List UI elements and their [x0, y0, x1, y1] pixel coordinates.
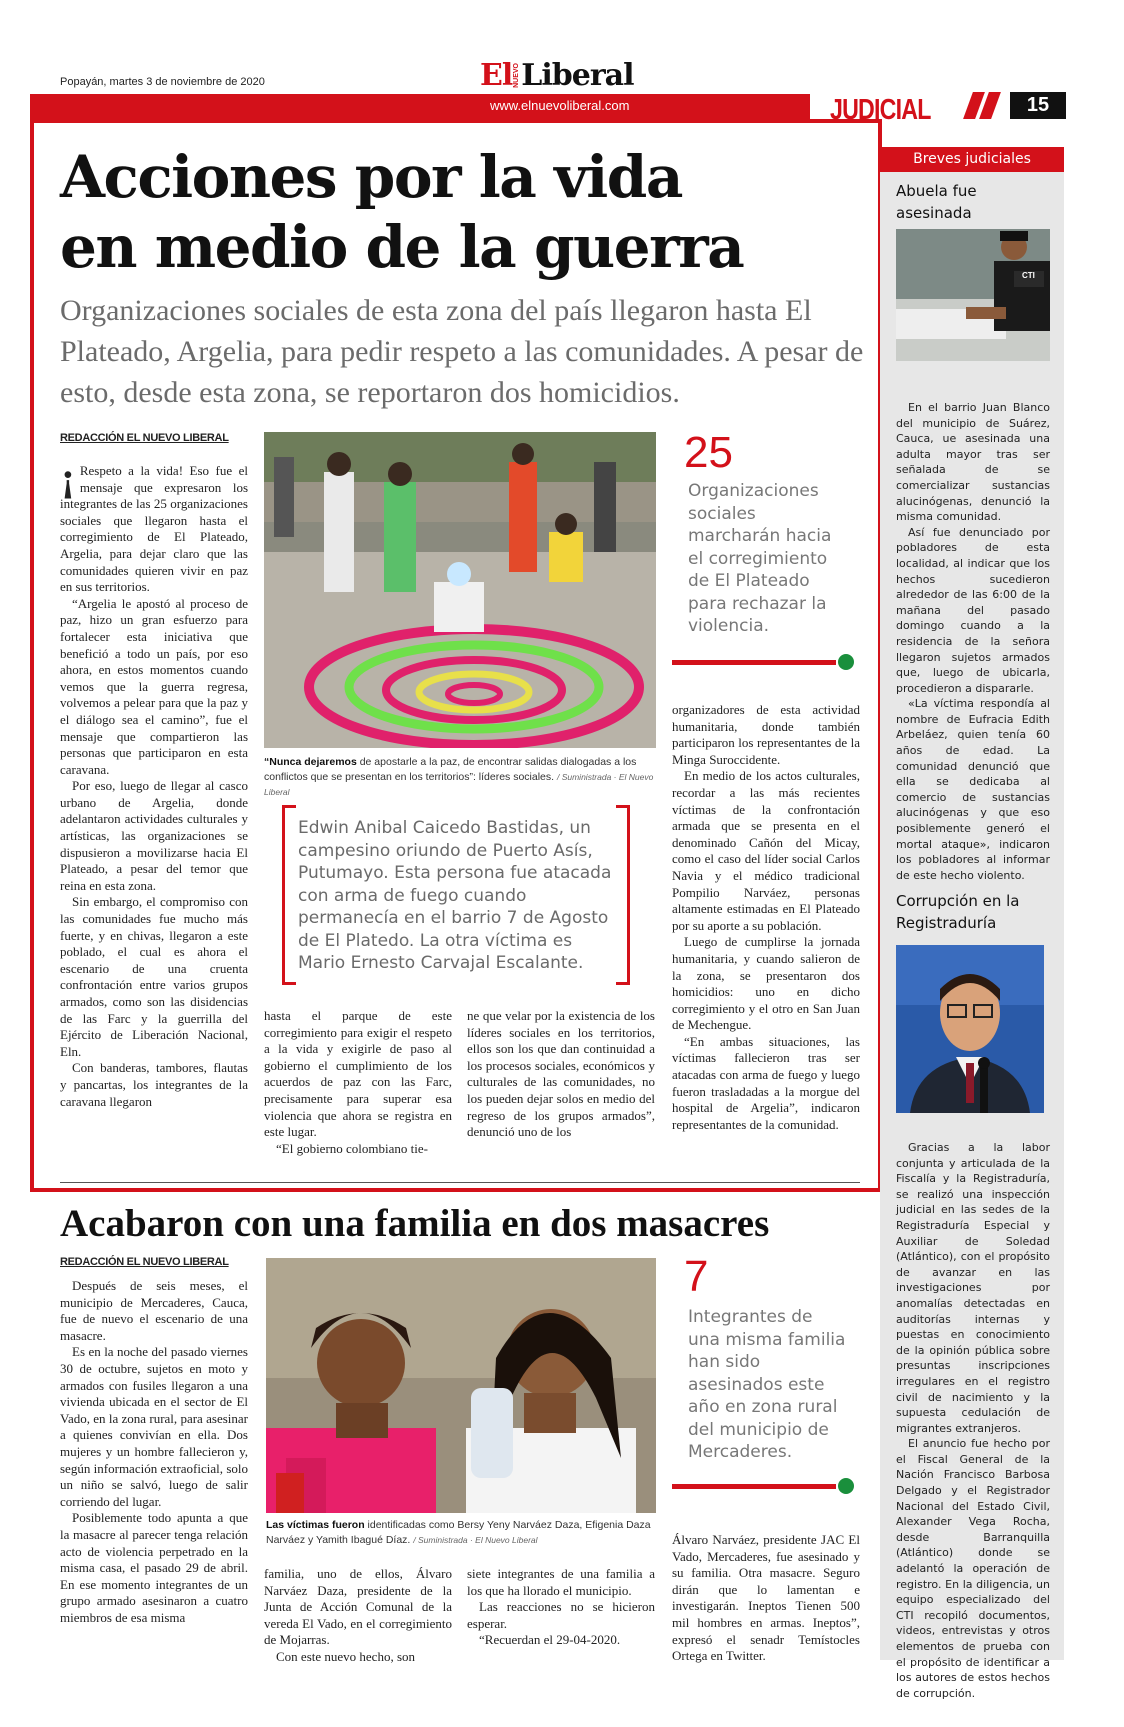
caption-text: identificadas como Bersy Yeny Narváez Daza, Efigenia Daza Narváez y Yamith Ibagué Díaz.: [266, 1519, 651, 1546]
paragraph: siete integrantes de una familia a los que ha llorado el municipio.: [467, 1566, 655, 1598]
paragraph: “En ambas situaciones, las víctimas fallecieron tras ser atacadas con arma de fuego y luego fueron trasladadas a la morgue del hospital de Argelia”, indicaron representantes de la comunidad.: [672, 1033, 860, 1132]
paragraph: Con este nuevo hecho, son: [276, 1648, 416, 1664]
sidebar-tab: Breves judiciales: [880, 147, 1064, 172]
march-photo: [264, 432, 656, 748]
drop-cap: ¡: [60, 459, 76, 501]
stat-description: Integrantes de una misma familia han sido asesinados este año en zona rural del municipio de Mercaderes.: [688, 1307, 846, 1462]
main-column-1: [60, 459, 248, 1110]
paragraph: organizadores de esta actividad humanitaria, donde también participaron los representantes de la Minga Suroccidente.: [672, 702, 860, 767]
second-column-2: [264, 1566, 452, 1666]
website-url: www.elnuevoliberal.com: [490, 98, 630, 113]
brief-title: Corrupción en la Registraduría: [896, 892, 1020, 932]
paragraph: “Recuerdan el 29-04-2020.: [479, 1632, 621, 1648]
caption-lead: “Nunca dejaremos: [264, 756, 357, 768]
second-column-3: [467, 1566, 655, 1649]
headline-line-2: en medio de la guerra: [60, 213, 744, 281]
paragraph: ne que velar por la existencia de los líderes sociales en los territorios, ellos son los que dan continuidad a los procesos sociales, económicos y culturales de las comunidades, no los pueden dejar solos en medio del regreso de los grupos armados”, denunció uno de los: [467, 1008, 655, 1140]
paragraph: Gracias a la labor conjunta y articulada de la Fiscalía y la Registraduría, se realizó una inspección judicial en las sedes de la Registraduría Especial y Auxiliar de Soledad (Atlántico), con el propósito de avanzar en las investigaciones por anomalías detectadas en auditorías internas y puestas en conocimiento de la opinión pública sobre presuntas inscripciones irregulares en el registro civil de nacimiento y la supuesta cedulación de migrantes extranjeros.: [896, 1141, 1050, 1435]
brief-body: [896, 1140, 1050, 1701]
stat-number: 25: [684, 428, 733, 477]
header-red-bar: [30, 94, 810, 119]
second-column-4: [672, 1532, 860, 1665]
pull-quote: [282, 805, 630, 985]
page-number: 15: [1010, 92, 1066, 119]
cti-photo: [896, 229, 1050, 361]
stat-description: Organizaciones sociales marcharán hacia el corregimiento de El Plateado para rechazar la violencia.: [688, 481, 832, 636]
caption-text: de apostarle a la paz, de encontrar salidas dialogadas a los conflictos que se presentan en los territorios”: líderes sociales.: [264, 756, 637, 783]
quote-bracket-left: [282, 805, 296, 985]
logo-nuevo: NUEVO: [513, 62, 521, 88]
stat-rule: [672, 1484, 836, 1489]
stat-rule: [672, 660, 836, 665]
paragraph: Posiblemente todo apunta a que la masacre al parecer tenga relación acto de violencia perpetrado en la misma casa, el pasado 29 de abril. En ese momento integrantes de un grupo armado asesinaron a cuatro miembros de esa misma: [60, 1510, 248, 1625]
quote-bracket-right: [616, 805, 630, 985]
paragraph: El anuncio fue hecho por el Fiscal General de la Nación Francisco Barbosa Delgado y el Registrador Nacional del Estado Civil, Alexander Vega Rocha, desde Barranquilla (Atlántico) donde se adelantó la operación de registro. En la diligencia, un equipo especializado del CTI recopiló documentos, videos, entrevistas y otros elementos de prueba con el propósito de identificar a los autores de estos hechos de corrupción.: [896, 1437, 1050, 1700]
main-column-2: [264, 1008, 452, 1157]
stat-dot: [838, 654, 854, 670]
edition-date: Popayán, martes 3 de noviembre de 2020: [60, 76, 265, 88]
paragraph: Por eso, luego de llegar al casco urbano de Argelia, donde adelantaron actividades culturales y artísticas, las organizaciones se dispusieron a movilizarse hacia El Plateado, a pesar del temor que reina en esta zona.: [60, 778, 248, 893]
paragraph: “El gobierno colombiano tie-: [276, 1140, 428, 1156]
paragraph: Con banderas, tambores, flautas y pancartas, los integrantes de la caravana llegaron: [60, 1060, 248, 1109]
second-column-1: [60, 1278, 248, 1626]
quote-text: Edwin Anibal Caicedo Bastidas, un campesino oriundo de Puerto Asís, Putumayo. Esta persona fue atacada con arma de fuego cuando permanecía en el barrio 7 de Agosto de El Platedo. La otra víctima es Mario Ernesto Carvajal Escalante.: [298, 818, 612, 973]
paragraph: “Argelia le apostó al proceso de paz, hizo un gran esfuerzo para fortalecer esta iniciativa que benefició a todo un país, por eso ahora, en estos momentos cuando vemos que la guerra regresa, volvemos a pelear para que la paz y el diálogo sea el camino”, fue el mensaje que compartieron las personas que participaron en esta caravana.: [60, 595, 248, 777]
paragraph: ¡ Respeto a la vida! Eso fue el mensaje que expresaron los integrantes de las 25 organizaciones sociales que llegaron hasta el corregimiento de El Plateado, Argelia, para dejar claro que las comunidades quieren vivir en paz en sus territorios.: [60, 459, 248, 595]
prosecutor-photo: [896, 945, 1044, 1113]
second-byline: REDACCIÓN EL NUEVO LIBERAL: [60, 1256, 229, 1268]
logo-el: El: [480, 57, 513, 93]
paragraph: familia, uno de ellos, Álvaro Narváez Daza, presidente de la Junta de Acción Comunal de la vereda El Vado, en el corregimiento de Mojarras.: [264, 1566, 452, 1648]
stat-number: 7: [684, 1252, 709, 1301]
paragraph: Luego de cumplirse la jornada humanitaria, y cuando salieron de la zona, se presentaron dos homicidios: uno en dicho corregimiento y el otro en San Juan de Mechengue.: [672, 934, 860, 1033]
main-column-4: [672, 702, 860, 1133]
paragraph: Después de seis meses, el municipio de Mercaderes, Cauca, fue de nuevo el escenario de una masacre.: [60, 1278, 248, 1343]
second-headline: Acabaron con una familia en dos masacres: [60, 1202, 770, 1245]
logo-liberal: Liberal: [521, 57, 634, 93]
section-title: JUDICIAL: [830, 94, 931, 126]
paragraph: Así fue denunciado por pobladores de esta localidad, al indicar que los hechos sucedieron alrededor de las 6:00 de la mañana del pasado domingo cuando a la residencia de la señora llegaron sujetos armados que, luego de ubicarla, procedieron a dispararle.: [896, 525, 1050, 695]
cti-label: CTI: [1022, 271, 1035, 280]
brief-title: Abuela fue asesinada: [896, 182, 977, 222]
stat-dot: [838, 1478, 854, 1494]
main-byline: REDACCIÓN EL NUEVO LIBERAL: [60, 432, 229, 444]
main-deck: Organizaciones sociales de esta zona del país llegaron hasta El Plateado, Argelia, para pedir respeto a las comunidades. A pesar de esto, desde esta zona, se reportaron dos homicidios.: [60, 294, 864, 409]
paragraph: Álvaro Narváez, presidente JAC El Vado, Mercaderes, fue asesinado y su familia. Otra masacre. Seguro dirán que lo lamentan e investigarán. Ineptos Tienen 500 mil hombres en armas. Ineptos”, expresó el senadr Temístocles Ortega en Twitter.: [672, 1532, 860, 1664]
caption-credit: / Suministrada · El Nuevo Liberal: [264, 772, 654, 797]
paragraph: En medio de los actos culturales, recordar a las más recientes víctimas de la confrontación armada que se presenta en el denominado Cañón del Micay, como el caso del líder social Carlos Navia y el médico tradicional Pompilio Narváez, personas altamente estimadas en El Plateado por su aporte a su población.: [672, 768, 860, 933]
section-divider: [60, 1182, 860, 1183]
newspaper-logo: [480, 58, 652, 92]
brief-body: [896, 400, 1050, 883]
caption-lead: Las víctimas fueron: [266, 1519, 365, 1531]
paragraph: Es en la noche del pasado viernes 30 de octubre, sujetos en moto y armados con fusiles llegaron a una vivienda ubicada en el sector de El Vado, en la zona rural, para asesinar a quienes convivían en ella. Dos mujeres y un hombre fallecieron y, según información extraoficial, solo un niño se salvó, luego de salir corriendo del lugar.: [60, 1344, 248, 1509]
main-column-3: [467, 1008, 655, 1141]
main-photo-caption: [264, 755, 656, 800]
victims-photo: [266, 1258, 656, 1513]
caption-credit: / Suministrada · El Nuevo Liberal: [413, 1535, 538, 1545]
victims-photo-caption: [266, 1518, 656, 1548]
headline-line-1: Acciones por la vida: [60, 143, 682, 211]
paragraph: Las reacciones no se hicieron esperar.: [467, 1599, 655, 1631]
paragraph: hasta el parque de este corregimiento para exigir el respeto a la vida y exigirle de paso al gobierno el cumplimiento de los acuerdos de paz con las Farc, precisamente para superar esa violencia que ahora se registra en este lugar.: [264, 1008, 452, 1140]
paragraph: En el barrio Juan Blanco del municipio de Suárez, Cauca, ue asesinada una adulta mayor tras ser señalada de se comercializar sustancias alucinógenas, denunció la misma comunidad.: [896, 401, 1050, 524]
paragraph: Sin embargo, el compromiso con las comunidades fue mucho más fuerte, y en chivas, llegaron a este poblado, el cual es ahora el escenario de una cruenta confrontación entre varios grupos armados, como son las disidencias de las Farc y la guerrilla del Ejército de Liberación Nacional, Eln.: [60, 894, 248, 1059]
paragraph: «La víctima respondía al nombre de Eufracia Edith Arbeláez, quien tenía 60 años de edad. La comunidad denunció que ella se dedicaba al comercio de sustancias alucinógenas y que eso posiblemente generó el mortal ataque», indicaron los pobladores al informar de este hecho violento.: [896, 697, 1050, 882]
main-headline: [60, 142, 840, 282]
